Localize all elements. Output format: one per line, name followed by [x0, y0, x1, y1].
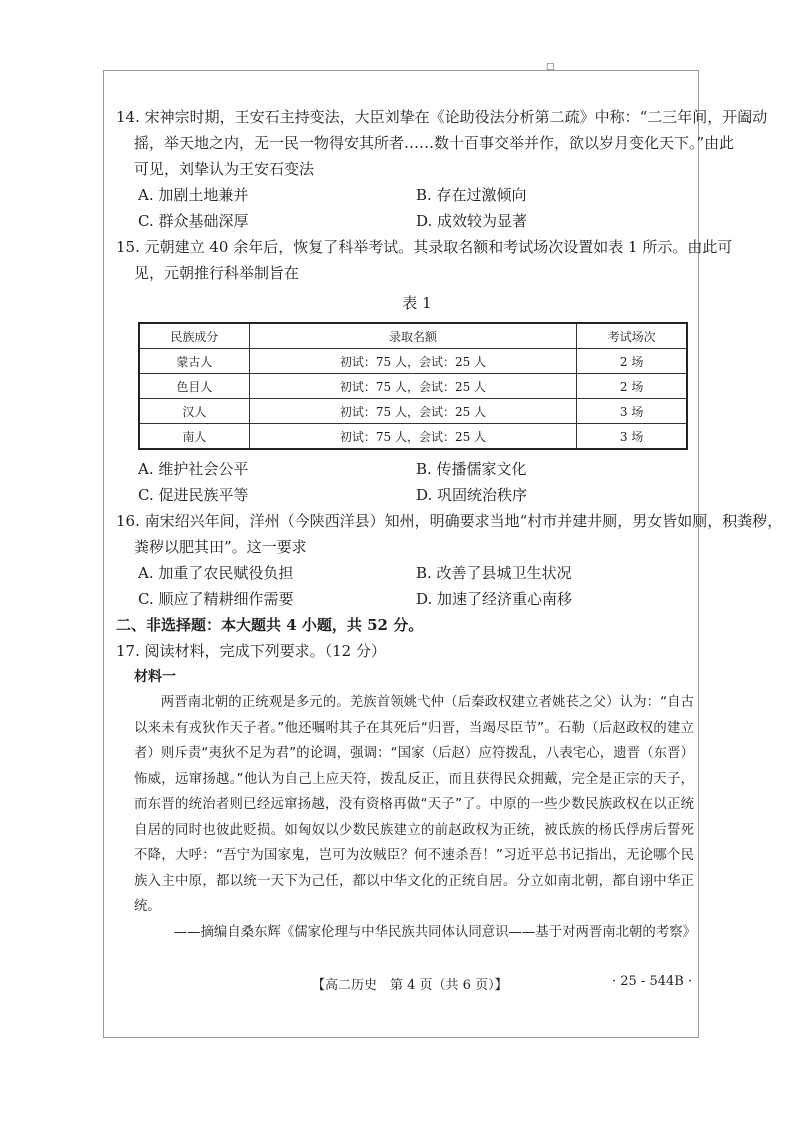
- material-title: 材料一: [134, 669, 176, 685]
- q15-line-1: 15. 元朝建立 40 余年后，恢复了科举考试。其录取名额和考试场次设置如表 1 所示。由此可: [116, 238, 733, 256]
- q17-line: 17. 阅读材料，完成下列要求。（12 分）: [116, 642, 386, 660]
- question-17: [116, 638, 696, 946]
- q16-line-1: 16. 南宋绍兴年间，洋州（今陕西洋县）知州，明确要求当地“村市并建井厕，男女皆如厕，积粪秽，: [116, 512, 783, 530]
- q15-options-row-2: [116, 482, 696, 508]
- q14-option-b: B. 存在过激倾向: [416, 186, 527, 204]
- q14-options-row-1: [116, 182, 696, 208]
- table-cell: 初试：75 人，会试：25 人: [249, 424, 577, 450]
- q16-option-a: A. 加重了农民赋役负担: [138, 564, 294, 582]
- q15-option-b: B. 传播儒家文化: [416, 460, 527, 478]
- table-row: [139, 374, 687, 399]
- page-footer: [0, 974, 800, 1000]
- question-14: [116, 104, 768, 234]
- q16-line-2: 粪秽以肥其田”。这一要求: [134, 538, 307, 556]
- q15-option-c: C. 促进民族平等: [138, 486, 249, 504]
- q14-option-d: D. 成效较为显著: [416, 212, 528, 230]
- table-row: [139, 399, 687, 424]
- material-body: [116, 690, 694, 920]
- question-15: [116, 234, 733, 508]
- q15-options-row-1: [116, 456, 696, 482]
- table-row: [139, 349, 687, 374]
- q14-line-1: 14. 宋神宗时期，王安石主持变法，大臣刘挚在《论助役法分析第二疏》中称：“二三年间，开阖动: [116, 108, 768, 126]
- q16-options-row-1: [116, 560, 696, 586]
- q14-line-3: 可见，刘挚认为王安石变法: [134, 160, 315, 178]
- table-cell: 南人: [139, 424, 249, 450]
- q14-option-c: C. 群众基础深厚: [138, 212, 249, 230]
- q15-line-2: 见，元朝推行科举制旨在: [134, 264, 300, 282]
- footer-page-info: 【高二历史 第 4 页（共 6 页）】: [312, 978, 508, 993]
- top-mark-icon: □: [546, 62, 555, 72]
- table-cell: 2 场: [577, 349, 687, 374]
- section-heading: 二、非选择题：本大题共 4 小题，共 52 分。: [116, 616, 424, 634]
- q15-option-a: A. 维护社会公平: [138, 460, 249, 478]
- table-header: 民族成分: [139, 323, 249, 349]
- table-header: 考试场次: [577, 323, 687, 349]
- table-title: 表 1: [402, 294, 432, 312]
- table-cell: 初试：75 人，会试：25 人: [249, 399, 577, 424]
- q15-option-d: D. 巩固统治秩序: [416, 486, 528, 504]
- q16-options-row-2: [116, 586, 696, 612]
- q14-options-row-2: [116, 208, 696, 234]
- exam-content: [116, 104, 783, 946]
- table-cell: 2 场: [577, 374, 687, 399]
- q14-option-a: A. 加剧土地兼并: [138, 186, 249, 204]
- q16-option-b: B. 改善了县城卫生状况: [416, 564, 572, 582]
- q14-line-2: 摇，举天地之内，无一民一物得安其所者……数十百事交举并作，欲以岁月变化天下。”由此: [134, 134, 735, 152]
- table-cell: 色目人: [139, 374, 249, 399]
- table-header-row: [139, 323, 687, 349]
- q16-option-d: D. 加速了经济重心南移: [416, 590, 573, 608]
- table-header: 录取名额: [249, 323, 577, 349]
- table-cell: 蒙古人: [139, 349, 249, 374]
- table-cell: 3 场: [577, 424, 687, 450]
- material-source: ——摘编自桑东辉《儒家伦理与中华民族共同体认同意识——基于对两晋南北朝的考察》: [173, 924, 696, 940]
- table-row: [139, 424, 687, 450]
- table-cell: 汉人: [139, 399, 249, 424]
- footer-code: · 25 - 544B ·: [612, 974, 693, 989]
- enrollment-table: [138, 322, 688, 450]
- question-16: [116, 508, 783, 612]
- q16-option-c: C. 顺应了精耕细作需要: [138, 590, 294, 608]
- material-paragraph: 两晋南北朝的正统观是多元的。羌族首领姚弋仲（后秦政权建立者姚苌之父）认为：“自古以来未有戎狄作天子者。”他还嘱咐其子在其死后“归晋，当竭尽臣节”。石勒（后赵政权的建立者）则斥责“夷狄不足为君”的论调，强调：“国家（后赵）应符拨乱，八表宅心，遗晋（东晋）怖威，远窜扬越。”他认为自己上应天符，拨乱反正，而且获得民众拥戴，完全是正宗的天子，而东晋的统治者则已经远窜扬越，没有资格再做“天子”了。中原的一些少数民族政权在以正统自居的同时也彼此贬损。如匈奴以少数民族建立的前赵政权为正统，被氐族的杨氏俘虏后誓死不降，大呼：“吾宁为国家鬼，岂可为汝贼臣？何不速杀吾！”习近平总书记指出，无论哪个民族入主中原，都以统一天下为己任，都以中华文化的正统自居。分立如南北朝，都自诩中华正统。: [134, 695, 694, 914]
- table-cell: 3 场: [577, 399, 687, 424]
- table-cell: 初试：75 人，会试：25 人: [249, 374, 577, 399]
- table-cell: 初试：75 人，会试：25 人: [249, 349, 577, 374]
